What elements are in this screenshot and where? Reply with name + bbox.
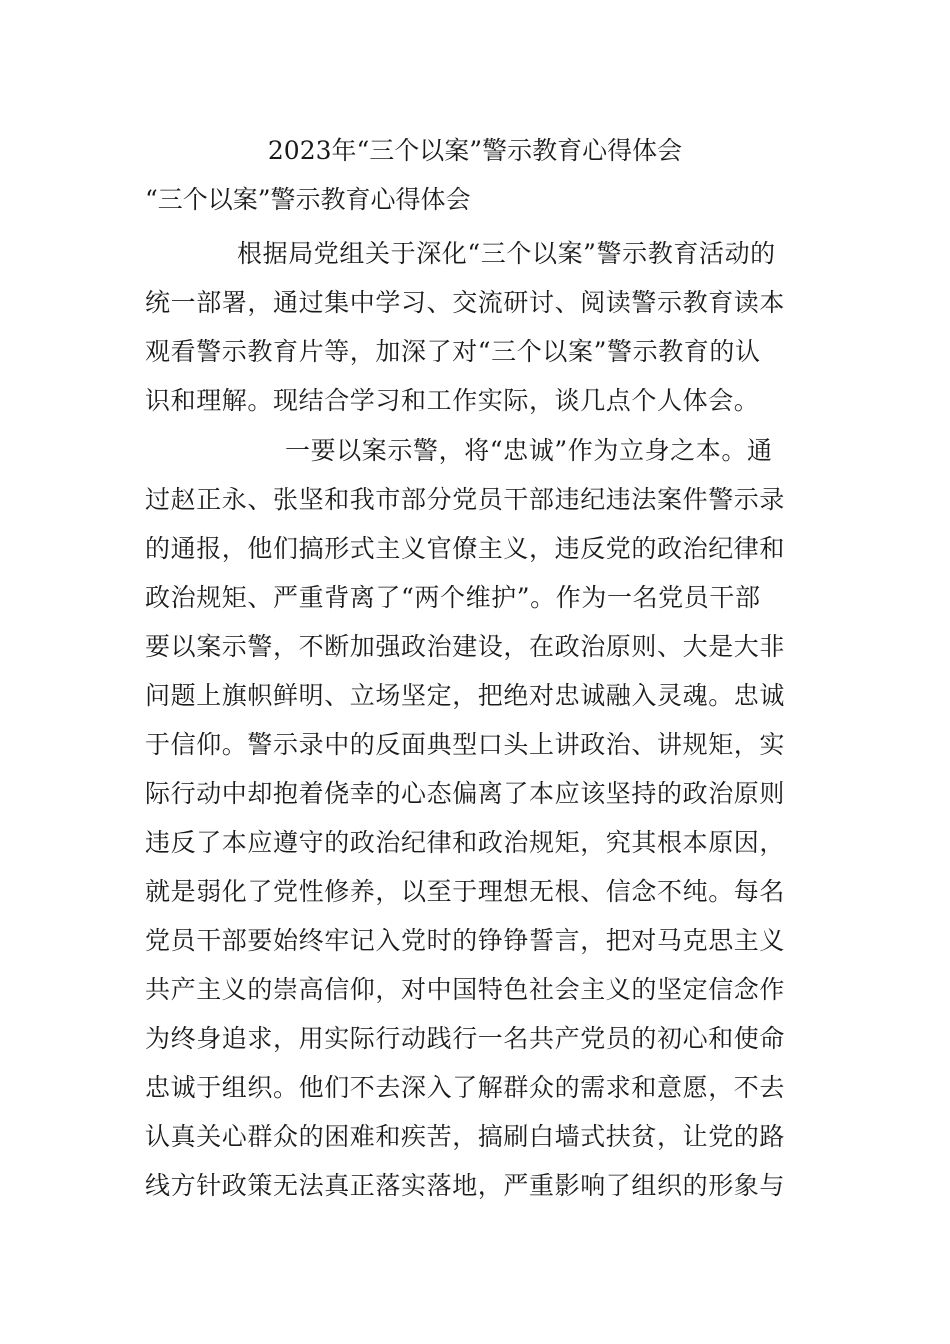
paragraph-2-line: 于信仰。警示录中的反面典型口头上讲政治、讲规矩，实 [145, 730, 786, 759]
paragraph-2-line: 忠诚于组织。他们不去深入了解群众的需求和意愿，不去 [145, 1073, 786, 1102]
paragraph-2-line: 的通报，他们搞形式主义官僚主义，违反党的政治纪律和 [145, 534, 786, 563]
paragraph-1-line: 根据局党组关于深化“三个以案”警示教育活动的 [237, 239, 776, 268]
paragraph-2-line: 认真关心群众的困难和疾苦，搞刷白墙式扶贫，让党的路 [145, 1122, 786, 1151]
paragraph-2-line: 违反了本应遵守的政治纪律和政治规矩，究其根本原因， [145, 828, 786, 857]
paragraph-1-line: 识和理解。现结合学习和工作实际，谈几点个人体会。 [145, 386, 760, 415]
paragraph-2-line: 线方针政策无法真正落实落地，严重影响了组织的形象与 [145, 1171, 786, 1200]
paragraph-2-line: 就是弱化了党性修养，以至于理想无根、信念不纯。每名 [145, 877, 786, 906]
paragraph-2-line: 为终身追求，用实际行动践行一名共产党员的初心和使命 [145, 1024, 786, 1053]
paragraph-2-line: 要以案示警，不断加强政治建设，在政治原则、大是大非 [145, 632, 786, 661]
paragraph-2-line: 共产主义的崇高信仰，对中国特色社会主义的坚定信念作 [145, 975, 786, 1004]
paragraph-2-line: 一要以案示警，将“忠诚”作为立身之本。通 [285, 436, 773, 465]
document-subtitle: “三个以案”警示教育心得体会 [145, 185, 471, 214]
paragraph-2-line: 党员干部要始终牢记入党时的铮铮誓言，把对马克思主义 [145, 926, 786, 955]
paragraph-2-line: 政治规矩、严重背离了“两个维护”。作为一名党员干部 [145, 583, 761, 612]
paragraph-2-line: 际行动中却抱着侥幸的心态偏离了本应该坚持的政治原则 [145, 779, 786, 808]
paragraph-1-line: 统一部署，通过集中学习、交流研讨、阅读警示教育读本 [145, 288, 786, 317]
paragraph-1-line: 观看警示教育片等，加深了对“三个以案”警示教育的认 [145, 337, 761, 366]
document-title: 2023年“三个以案”警示教育心得体会 [267, 136, 683, 165]
paragraph-2-line: 过赵正永、张坚和我市部分党员干部违纪违法案件警示录 [145, 485, 786, 514]
paragraph-2-line: 问题上旗帜鲜明、立场坚定，把绝对忠诚融入灵魂。忠诚 [145, 681, 786, 710]
